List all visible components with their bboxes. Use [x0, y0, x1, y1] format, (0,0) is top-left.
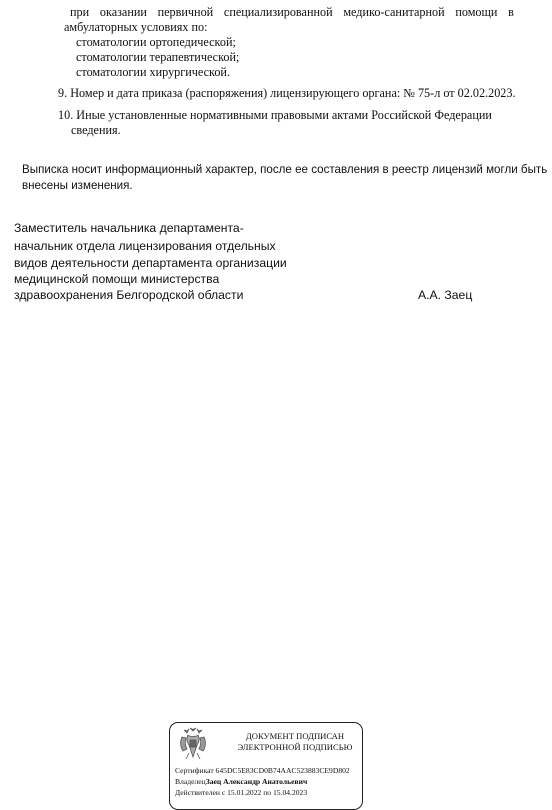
notice-line: Выписка носит информационный характер, после ее составления в реестр лицензий могли быть [22, 163, 548, 176]
services-intro-line [70, 5, 514, 20]
services-intro-line2: амбулаторных условиях по: [64, 20, 208, 34]
electronic-signature-stamp [169, 722, 363, 810]
intro-word: помощи [455, 5, 498, 19]
notice-line: внесены изменения. [22, 179, 133, 192]
intro-word: оказании [99, 5, 147, 19]
intro-word: первичной [157, 5, 214, 19]
signatory-name: А.А. Заец [418, 288, 473, 302]
intro-word: специализированной [223, 5, 333, 19]
stamp-heading [234, 731, 356, 752]
coat-of-arms-icon [178, 727, 208, 761]
item-10: 10. Иные установленные нормативными правовыми актами Российской Федерации [58, 108, 492, 122]
stamp-heading-line: ЭЛЕКТРОННОЙ ПОДПИСЬЮ [237, 741, 353, 752]
signatory-title-line: медицинской помощи министерства [14, 272, 220, 286]
signatory-title-line: видов деятельности департамента организации [14, 256, 287, 270]
stamp-certificate: Сертификат 645DC5E83CD0B74AAC523883CE9D802 [175, 766, 350, 775]
intro-word: в [508, 5, 514, 19]
stamp-heading-line: ДОКУМЕНТ ПОДПИСАН [245, 731, 345, 741]
stamp-owner [175, 777, 307, 786]
stamp-validity: Действителен с 15.01.2022 по 15.04.2023 [175, 788, 308, 797]
signatory-title-line: здравоохранения Белгородской области [14, 288, 244, 302]
item-9: 9. Номер и дата приказа (распоряжения) лицензирующего органа: № 75-л от 02.02.2023. [58, 86, 516, 100]
stamp-owner-label: Владелец [175, 777, 206, 786]
service-item: стоматологии ортопедической; [76, 35, 236, 49]
signatory-title-line: начальник отдела лицензирования отдельных [14, 239, 276, 253]
signatory-title-line: Заместитель начальника департамента- [14, 221, 244, 235]
stamp-owner-name: Заец Александр Анатольевич [205, 777, 308, 786]
intro-word: медико-санитарной [343, 5, 445, 19]
intro-word: при [70, 5, 90, 19]
service-item: стоматологии терапевтической; [76, 50, 240, 64]
item-10-continuation: сведения. [71, 123, 121, 137]
service-item: стоматологии хирургической. [76, 65, 230, 79]
